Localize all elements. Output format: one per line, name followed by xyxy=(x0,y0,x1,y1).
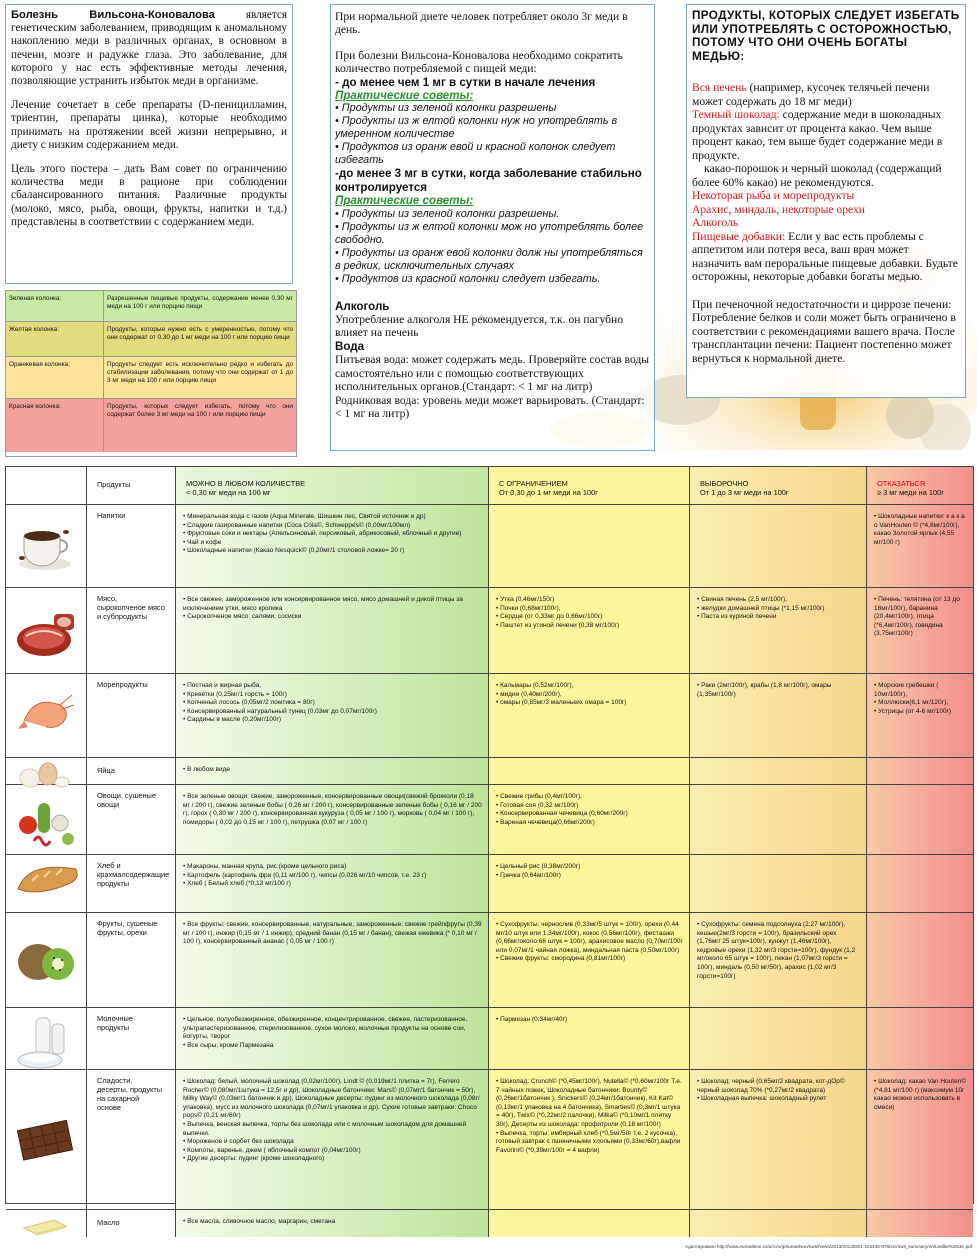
food-item: • Все свежее, замороженное или консервированное мясо, мясо домашней и дикой птицы за исключением утки, мясо кролика xyxy=(183,596,463,612)
row-image-cell xyxy=(6,1070,87,1209)
row-green-cell xyxy=(176,785,489,854)
food-item: • Макароны, манная крупа, рис (кроме цельного риса) xyxy=(183,863,347,870)
header-yellow-title: С ОГРАНИЧЕНИЕМ xyxy=(499,479,568,488)
food-item: • омары (0,85мг/3 маленьких омара = 100г) xyxy=(496,699,627,707)
food-item: • Сардины в масле (0,20мг/100г) xyxy=(183,716,282,724)
row-green-cell xyxy=(176,855,489,912)
food-item: • Шоколад: Crunch© (*0,45мг/100г), Nutella© (*0,60мг/100г Т.е. 7 чайных ложек, Шоколадные батончики: Bounty© (0,26мг/1батончик ), Snickers© (0,24мг/1батончик), Kit Kat© (0,13мг/1 упаковка на 4 батончика), Smarties© (0,3мг/1 штука = 40г), Twix© (*0,22мг/2 палочки), Milka© (*0,10мг/1 плитку 30г), Десерты из шоколада: профитроли (0,18 мг/100г) xyxy=(496,1078,682,1128)
tip-item: • Продукты из ж елтой колонки нуж но употреблять в умеренном количестве xyxy=(335,115,618,141)
avoid-products-box xyxy=(686,4,966,398)
food-item: • Хлеб ( Белый хлеб (*0,13 мг/100 г) xyxy=(183,880,291,888)
row-product-name xyxy=(87,855,176,912)
table-row xyxy=(6,588,973,674)
food-item: • Шоколадные напитки: к а к а о VanHouten © (*4,8мг/100г), какао Золотой ярлык (4,55 мг/100 г) xyxy=(874,513,965,546)
food-item: • Другие десерты: пудинг (кроме шоколадного) xyxy=(183,1155,325,1163)
row-yellow-cell xyxy=(489,855,690,912)
food-item: • В любом виде xyxy=(183,766,230,773)
food-item: • Сладкие газированные напитки (Coca Cola©, Schweppes© (0,00мг/100мл) xyxy=(183,521,411,529)
intro-paragraph-3: Цель этого постера – дать Вам совет по ограничению количества меди в рационе при соблюдении сбалансированного питания. Различные продукты (молоко, мясо, рыба, овощи, фрукты, напитки и т.д.) представлены в соответствии с содержанием меди. xyxy=(11,163,287,228)
tips-list-1 xyxy=(335,102,650,167)
row-orange-cell xyxy=(690,785,867,854)
nuts-item: Арахис, миндаль, некоторые орехи xyxy=(692,202,865,216)
row-yellow-cell xyxy=(489,674,690,757)
reduce-intake-text: При болезни Вильсона-Коновалова необходимо сократить количество потребляемой с пищей меди: xyxy=(335,48,623,76)
row-green-cell xyxy=(176,505,489,587)
header-yellow xyxy=(489,467,690,504)
legend-description: Продукты следует есть исключительно редко и избегать до стабилизации заболевания, потому что они содержат от 1 до 3 мг меди на 100 г или порцию пищи xyxy=(107,361,293,384)
food-item: • Выпечка, торты: имбирный хлеб (*0,5мг/50г т.е. 2 кусочка), готовый завтрак с пшеничными хлопьями (0,33мг/60г),вафли Favorini© (*0,39мг/100г = 4 вафли) xyxy=(496,1129,681,1154)
row-yellow-cell xyxy=(489,1070,690,1209)
food-item: • Раки (2мг/100г), крабы (1,8 мг/100г), омары (1,35мг/100г) xyxy=(697,682,832,698)
food-item: • Свежие грибы (0,4мг/100г), xyxy=(496,793,582,800)
stage2-heading: -до менее 3 мг в сутки, когда заболевание стабильно контролируется xyxy=(335,167,642,194)
product-name-text: Яйца xyxy=(97,766,115,775)
row-orange-cell xyxy=(690,1008,867,1069)
alcohol-item: Алкоголь xyxy=(692,216,739,229)
liver-label: Вся печень xyxy=(692,81,747,94)
row-image-cell xyxy=(6,1008,87,1069)
food-item: • Пармезан (0,34мг/40г) xyxy=(496,1016,568,1023)
food-item: • желудки домашней птицы (*1,15 мг/100г) xyxy=(697,604,825,612)
intro-box xyxy=(5,4,293,284)
tip-item: • Продукты из ж елтой колонки мож но употреблять более свободно. xyxy=(335,220,644,246)
food-item: • Чай и кофе xyxy=(183,538,222,546)
food-item: • Почки (0,68мг/100г), xyxy=(496,604,561,612)
row-image-cell xyxy=(6,1210,87,1237)
legend-color-name: Оранжевая колонка: xyxy=(6,357,104,398)
food-item: • Шоколадная выпечка: шоколадный рулет xyxy=(697,1095,827,1103)
row-red-cell xyxy=(867,1008,973,1069)
food-item: • Все сыры, кроме Пармезана xyxy=(183,1041,274,1049)
avoid-title: ПРОДУКТЫ, КОТОРЫХ СЛЕДУЕТ ИЗБЕГАТЬ ИЛИ УПОТРЕБЛЯТЬ С ОСТОРОЖНОСТЬЮ, ПОТОМУ ЧТО ОНИ ОЧЕНЬ БОГАТЫ МЕДЬЮ: xyxy=(692,8,960,63)
food-item: • Все фрукты: свежие, консервированные, натуральные, замороженные: свежие грейпфруты (0,39 мг / 100 г), инжир (0,15 мг / 1 инжир), средний банан (0,15 мг / банан), свежая ежевика (* 0,10 мг / 100 г), консервированный ананас ( 0,05 мг / 100 г) xyxy=(183,921,482,946)
row-product-name xyxy=(87,785,176,854)
table-row xyxy=(6,1210,973,1237)
stage1-heading: - до менее чем 1 мг в сутки в начале лечения xyxy=(335,75,596,89)
supplements-label: Пищевые добавки: xyxy=(692,229,786,243)
product-name-text: Напитки xyxy=(97,511,126,520)
row-red-cell xyxy=(867,1210,973,1237)
product-name-text: Молочные продукты xyxy=(97,1014,133,1032)
intro-title: Болезнь Вильсона-Коновалова xyxy=(11,9,215,21)
food-item: • мидии (0,40мг/200г), xyxy=(496,690,562,698)
header-yellow-sub: От 0,30 до 1 мг меди на 100г xyxy=(499,488,598,497)
diet-advice-box xyxy=(330,4,655,451)
supplements-text: Если у вас есть проблемы с аппетитом или потеря веса, ваш врач может назначить вам пероральные пищевые добавки. Будьте осторожны, некоторые добавки богаты медью. xyxy=(692,229,958,283)
color-legend xyxy=(5,290,297,457)
row-product-name xyxy=(87,505,176,587)
row-red-cell xyxy=(867,855,973,912)
row-product-name xyxy=(87,1008,176,1069)
water-text-2: Родниковая вода: уровень меди может варьировать. (Стандарт: < 1 мг на литр) xyxy=(335,393,645,420)
row-green-cell xyxy=(176,674,489,757)
row-image-cell xyxy=(6,758,87,784)
row-image-cell xyxy=(6,505,87,587)
alcohol-text: Употребление алкоголя НЕ рекомендуется, т.к. он пагубно влияет на печень xyxy=(335,313,624,340)
table-header-row xyxy=(6,467,973,505)
liver-text: (например, кусочек телячьей печени может содержать до 18 мг меди) xyxy=(692,81,930,108)
header-red xyxy=(867,467,973,504)
row-green-cell xyxy=(176,758,489,784)
row-image-cell xyxy=(6,674,87,757)
tip-item: • Продуктов из красной колонки следует избегать. xyxy=(335,272,601,285)
legend-color-name: Красная колонка: xyxy=(6,399,104,452)
food-item: • Свиная печень (2,5 мг/100г), xyxy=(697,596,787,603)
food-item: • Выпечка, венская выпечка, торты без шоколада или с молочным шоколадом для домашней выпечки. xyxy=(183,1120,467,1137)
row-orange-cell xyxy=(690,505,867,587)
row-image-cell xyxy=(6,913,87,1007)
legend-color-name: Зеленая колонка: xyxy=(6,291,104,321)
food-item: • Паштет из утиной печени (0,38 мг/100г) xyxy=(496,621,620,629)
product-name-text: Масло xyxy=(97,1218,120,1227)
header-red-title: ОТКАЗАТЬСЯ xyxy=(877,479,926,488)
product-name-text: Фрукты, сушеные фрукты, орехи xyxy=(97,919,158,937)
product-name-text: Овощи, сушеные овощи xyxy=(97,791,156,809)
row-red-cell xyxy=(867,674,973,757)
row-red-cell xyxy=(867,588,973,673)
legend-row xyxy=(6,357,296,399)
alcohol-title: Алкоголь xyxy=(335,299,390,313)
table-row xyxy=(6,1008,973,1070)
header-green-sub: < 0,30 мг меди на 100 мг xyxy=(186,488,271,497)
row-green-cell xyxy=(176,588,489,673)
table-row xyxy=(6,505,973,588)
food-item: • Сердце (от 0,33мг до 0,66мг/100г) xyxy=(496,613,603,621)
food-item: • Цельное, полуобезжиренное, обезжиренное, концентрированное, свежее, пастеризованное, ультрапастеризованное, стерилизованное, сухое молоко, молочные продукты на основе сои, йогурты, творог xyxy=(183,1016,468,1041)
row-yellow-cell xyxy=(489,1210,690,1237)
header-products: Продукты xyxy=(87,467,176,504)
fish-item: Некоторая рыба и морепродукты xyxy=(692,189,855,202)
supplements-item xyxy=(692,230,960,284)
legend-description: Разрешенные пищевые продукты, содержание менее 0,30 мг меди на 100 г или порцию пищи xyxy=(107,295,293,310)
row-red-cell xyxy=(867,505,973,587)
food-item: • Паста из куриной печени xyxy=(697,613,777,621)
row-red-cell xyxy=(867,913,973,1007)
row-product-name xyxy=(87,913,176,1007)
intro-paragraph-1 xyxy=(11,9,287,88)
row-green-cell xyxy=(176,1210,489,1237)
food-item: • Цельный рис (0,38мг/200г) xyxy=(496,863,581,870)
product-name-text: Мясо, сырокопченое мясо и субпродукты xyxy=(97,594,165,621)
row-product-name xyxy=(87,588,176,673)
food-item: • Минеральная вода с газом (Aqua Minerale, Шишкин лес, Святой источник и др) xyxy=(183,513,426,520)
food-item: • Креветки (0,25мг/1 горсть = 100г) xyxy=(183,690,287,698)
bread-icon xyxy=(14,859,80,908)
legend-description: Продукты, которых следует избегать, потому что они содержат более 3 мг меди на 100 г или порцию пищи xyxy=(107,403,293,418)
row-yellow-cell xyxy=(489,758,690,784)
food-item: • Шоколад: черный (0,65мг/2 квадрата, кот-дОр© черный шоколад 70% (*0,27мг/2 квадрата) xyxy=(697,1078,845,1094)
vegetables-icon xyxy=(14,795,80,856)
legend-row xyxy=(6,322,296,357)
food-item: • Все зеленые овощи: свежие, замороженные, консервированные овощи(свежий брокколи (0,18 мг / 200 г), свежие зеленые бобы ( 0,26 мг / 200 г), консервированные зеленые бобы ( 0,16 мг / 200 г), горох ( 0,30 мг / 200 г), консервированная кукуруза ( 0,05 мг / 100 г), морковь ( 0,04 мг / 100 г), помидоры ( 0,02 до 0,15 мг / 100 г), петрушка (0,07 мг / 100 г) xyxy=(183,793,482,826)
food-item: • Шоколадные напитки (Какао Nesquick© (0,20мг/1 столовой ложке= 20 г) xyxy=(183,547,405,555)
row-orange-cell xyxy=(690,913,867,1007)
food-item: • Печень: телятина (от 13 до 18мг/100г), баранина (20,4мг/100г), птица (*6,4мг/100г), говядина (3,75мг/100г) xyxy=(874,596,960,638)
chocolate-text-2: какао-порошок и черный шоколад (содержащий более 60% какао) не рекомендуются. xyxy=(692,162,942,189)
food-item: • Утка (0,46мг/150г) xyxy=(496,596,555,603)
row-orange-cell xyxy=(690,588,867,673)
tips-list-2 xyxy=(335,208,650,286)
liver-failure-text: При печеночной недостаточности и циррозе печени: Потребление белков и соли может быть ограничено в соответствии с рекомендациями вашего врача. После трансплантации печени: Пациент постепенно может вернуться к нормальной диете. xyxy=(692,297,956,365)
header-green xyxy=(176,467,489,504)
source-footer: Адаптировано http://www.eurowilson.com/rc/org/eurowilson/nws/News/2013/20130201-102436-076/src/nws_summary/en/Leaflet%20UK.pdf xyxy=(685,1244,972,1249)
product-name-text: Сладости, десерты, продукты на сахарной основе xyxy=(97,1076,163,1112)
normal-intake-text: При нормальной диете человек потребляет около 3г меди в день. xyxy=(335,10,628,37)
row-image-cell xyxy=(6,785,87,854)
row-product-name xyxy=(87,674,176,757)
intro-text-1: является генетическим заболеванием, приводящим к аномальному накоплению меди в различных органах, в основном в печени, мозге и радужке глаза. Это заболевание, для которого у нас есть эффективные методы лечения, позволяющие устранить избыток меди в организме. xyxy=(11,9,287,88)
food-item: • Постная и жирная рыба, xyxy=(183,682,261,689)
food-item: • Устрицы (от 4-6 мг/100г) xyxy=(874,707,952,715)
row-red-cell xyxy=(867,758,973,784)
header-red-sub: ≥ 3 мг меди на 100г xyxy=(877,488,944,497)
legend-description: Продукты, которые нужно есть с умеренностью, потому что они содержат от 0,30 до 1 мг меди на 100 г или порцию пищи xyxy=(107,326,293,341)
row-orange-cell xyxy=(690,1210,867,1237)
food-item: • Вареная чечевица(0,66мг/200г) xyxy=(496,818,595,826)
tip-item: • Продуктов из оранж евой и красной колонок следует избегать xyxy=(335,141,616,167)
product-name-text: Морепродукты xyxy=(97,680,148,689)
legend-row xyxy=(6,291,296,322)
row-image-cell xyxy=(6,855,87,912)
chocolate-text: содержание меди в шоколадных продуктах зависит от процента какао. Чем выше процент какао, тем выше будет содержание меди в продукте. xyxy=(692,108,943,162)
tip-item: • Продукты из зеленой колонки разрешены. xyxy=(335,207,560,220)
row-yellow-cell xyxy=(489,913,690,1007)
food-item: • Морские гребешки ( 10мг/100г), xyxy=(874,682,939,698)
food-item: • Гречка (0,64мг/100г) xyxy=(496,871,561,879)
kiwi-icon xyxy=(14,936,78,991)
row-yellow-cell xyxy=(489,505,690,587)
row-product-name xyxy=(87,1070,176,1209)
header-orange xyxy=(690,467,867,504)
meat-icon xyxy=(14,606,80,667)
shrimp-icon xyxy=(14,691,76,740)
row-product-name xyxy=(87,1210,176,1237)
chocolate-item xyxy=(692,108,960,162)
food-item: • Фруктовые соки и нектары (Апельсиновый, персиковый, абрикосовый, яблочный и другие) xyxy=(183,530,462,538)
row-green-cell xyxy=(176,913,489,1007)
table-row xyxy=(6,758,973,785)
table-row xyxy=(6,913,973,1008)
food-item: • Все масла, сливочное масло, маргарин, сметана xyxy=(183,1218,336,1225)
food-item: • Сырокопченое мясо: салями, сосиски xyxy=(183,613,302,621)
product-name-text: Хлеб и крахмалсодержащие продукты xyxy=(97,861,170,888)
food-item: • Шоколад: какао Van Houten© (*4,81 мг/100 г) (максимум 10г какао можно использовать в смеси) xyxy=(874,1078,967,1111)
legend-row xyxy=(6,399,296,452)
row-image-cell xyxy=(6,588,87,673)
food-item: • Картофель (картофель фри (0,11 мг/100 г), чипсы (0,026 мг/10 чипсов, т.е. 23 г) xyxy=(183,871,427,879)
water-title: Вода xyxy=(335,339,365,353)
food-item: • Свежие фрукты: смородина (0,81мг/100г) xyxy=(496,955,626,963)
tip-item: • Продукты из зеленой колонки разрешены xyxy=(335,102,557,115)
row-yellow-cell xyxy=(489,785,690,854)
table-row xyxy=(6,1070,973,1210)
tip-item: • Продукты из оранж евой колонки долж ны употребляться в редких, исключительных случаях xyxy=(335,246,643,272)
header-green-title: МОЖНО В ЛЮБОМ КОЛИЧЕСТВЕ xyxy=(186,479,306,488)
food-item: • Моллюски(6,1 мг/120г), xyxy=(874,699,949,707)
tips-label-1: Практические советы: xyxy=(335,89,474,103)
row-red-cell xyxy=(867,785,973,854)
row-orange-cell xyxy=(690,758,867,784)
row-yellow-cell xyxy=(489,1008,690,1069)
food-item: • Мороженое и сорбет без шоколада xyxy=(183,1138,294,1146)
water-text-1: Питьевая вода: может содержать медь. Проверяйте состав воды самостоятельно или с помощью соответствующих исполнительных органов.(Стандарт: < 1 мг на литр) xyxy=(335,353,650,394)
row-orange-cell xyxy=(690,674,867,757)
row-orange-cell xyxy=(690,1070,867,1209)
food-item: • Кальмары (0,52мг/100г), xyxy=(496,682,574,689)
legend-color-name: Желтая колонка: xyxy=(6,322,104,356)
copper-content-table xyxy=(5,466,974,1227)
chocolate-label: Темный шоколад: xyxy=(692,108,780,121)
tips-label-2: Практические советы: xyxy=(335,194,474,208)
row-red-cell xyxy=(867,1070,973,1209)
coffee-cup-icon xyxy=(14,522,76,577)
chocolate-icon xyxy=(14,1115,78,1170)
food-item: • Сухофрукты: семена подсолнуха (2,27 мг/100г), кешью(2мг/3 горсти = 100г), бразильский орех (1,76мг/ 25 штук=100г), кунжут (1,46мг/100г), кедровые орехи (1,32 мг/3 горсти=100г), фундук (1,2 мг/около 65 штук = 100г), пекан (1,07мг/3 горсти = 100г), миндаль (0,50 мг/50г), арахис (1,02 мг/3 горсти=100г) xyxy=(697,921,856,980)
row-green-cell xyxy=(176,1070,489,1209)
food-item: • Копченый лосось (0,05мг/2 ломтика = 80г) xyxy=(183,699,315,707)
butter-icon xyxy=(14,1212,74,1243)
food-item: • Компоты, варенье, джем ( яблочный компот (0,04мг/100г) xyxy=(183,1146,361,1154)
intro-paragraph-2: Лечение сочетает в себе препараты (D-пеницилламин, триентин, препараты цинка), которые необходимо принимать на протяжении всей жизни непрерывно, и диету с низким содержанием меди. xyxy=(11,99,287,151)
table-row xyxy=(6,785,973,855)
row-product-name xyxy=(87,758,176,784)
food-item: • Шоколад: белый, молочный шоколад (0,02мг/100г), Lindt © (0,019мг/1 плитка = 7г), Ferrero Rocher© (0,080мг/1штука = 12,5г и др), Шоколадные батончики: Mars© (0,07мг/1 батончик = 50г), Milky Way© (0,03мг/1 батончик и др), Шоколадные десерты: пудинг из молочного шоколада (0,08г/упаковка), мусс из молочного шоколада (0,07мг/1 упаковка и др). Сухие готовые завтраки: Choco pops© (0,21 мг/60г) xyxy=(183,1078,480,1120)
row-yellow-cell xyxy=(489,588,690,673)
food-item: • Консервированный натуральный тунец (0,03мг до 0,07мг/100г) xyxy=(183,707,377,715)
row-orange-cell xyxy=(690,855,867,912)
food-item: • Сухофрукты: чернослив (0,33мг/5 штук = 100г), орехи (0,44 мг/10 штук или 1,34мг/100г), кокос (0,56мг/100г), фисташки (0,66мг/около 66 штук = 100г), арахисовое масло (0,70мг/100г или 0,07мг/1 чайная ложка), миндальная паста (0,50мг/100г) xyxy=(496,921,683,954)
header-orange-sub: От 1 до 3 мг меди на 100г xyxy=(700,488,789,497)
table-row xyxy=(6,855,973,913)
header-orange-title: ВЫБОРОЧНО xyxy=(700,479,749,488)
row-green-cell xyxy=(176,1008,489,1069)
food-item: • Готовая соя (0,32 мг/100г) xyxy=(496,801,579,809)
food-item: • Консервированная чечевица (0,60мг/200г) xyxy=(496,810,628,818)
liver-item xyxy=(692,81,960,108)
table-row xyxy=(6,674,973,758)
